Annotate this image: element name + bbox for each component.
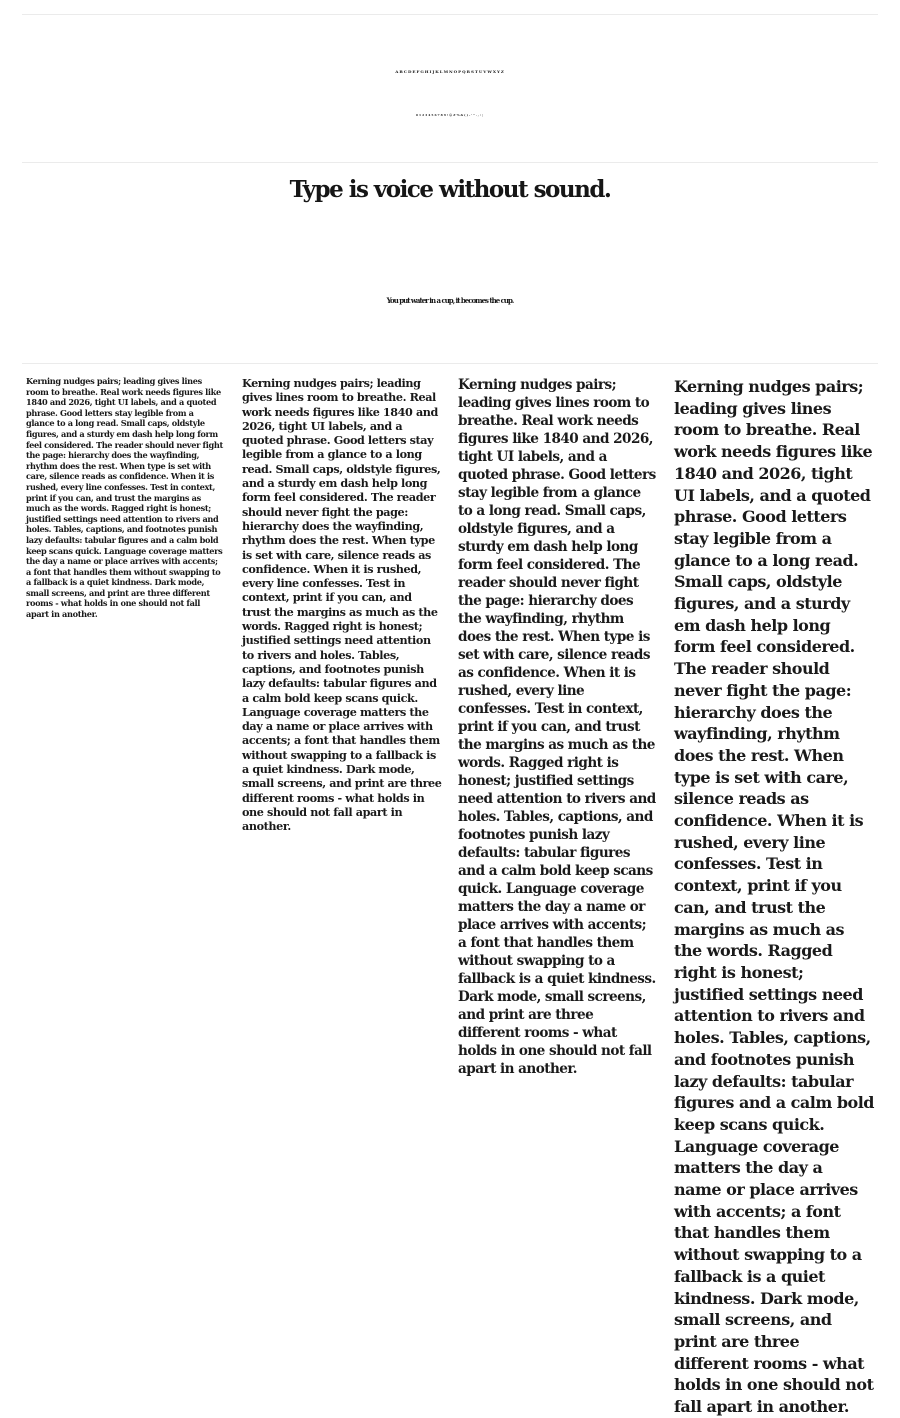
display-divider [22,363,878,364]
glyph-row-figures-punctuation: 0123456789!@#%&()-'".,:; [415,113,485,117]
text-specimen-medium: Kerning nudges pairs; leading gives lines room to breathe. Real work needs figures like 1840 and 2026, tight UI labels, and a quoted phrase. Good letters stay legible from a glance to a long read. Small caps, oldstyle figures, and a sturdy em dash help long form feel considered. The reader should never fight the page: hierarchy does the wayfinding, rhythm does the rest. When type is set with care, silence reads as confidence. When it is rushed, every line confesses. Test in context, print if you can, and trust the margins as much as the words. Ragged right is honest; justified settings need attention to rivers and holes. Tables, captions, and footnotes punish lazy defaults: tabular figures and a calm bold keep scans quick. Language coverage matters the day a name or place arrives with accents; a font that handles them without swapping to a fallback is a quiet kindness. Dark mode, small screens, and print are three different rooms - what holds in one should not fall apart in another. [458,377,656,1077]
glyph-divider [22,162,878,163]
glyph-row-uppercase: ABCDEFGHIJKLMNOPQRSTUVWXYZ [395,69,505,74]
text-specimen-small: Kerning nudges pairs; leading gives lines room to breathe. Real work needs figures like 1840 and 2026, tight UI labels, and a quoted phrase. Good letters stay legible from a glance to a long read. Small caps, oldstyle figures, and a sturdy em dash help long form feel considered. The reader should never fight the page: hierarchy does the wayfinding, rhythm does the rest. When type is set with care, silence reads as confidence. When it is rushed, every line confesses. Test in context, print if you can, and trust the margins as much as the words. Ragged right is honest; justified settings need attention to rivers and holes. Tables, captions, and footnotes punish lazy defaults: tabular figures and a calm bold keep scans quick. Language coverage matters the day a name or place arrives with accents; a font that handles them without swapping to a fallback is a quiet kindness. Dark mode, small screens, and print are three different rooms - what holds in one should not fall apart in another. [242,376,442,834]
text-specimen-xsmall: Kerning nudges pairs; leading gives lines room to breathe. Real work needs figures like 1840 and 2026, tight UI labels, and a quoted phrase. Good letters stay legible from a glance to a long read. Small caps, oldstyle figures, and a sturdy em dash help long form feel considered. The reader should never fight the page: hierarchy does the wayfinding, rhythm does the rest. When type is set with care, silence reads as confidence. When it is rushed, every line confesses. Test in context, print if you can, and trust the margins as much as the words. Ragged right is honest; justified settings need attention to rivers and holes. Tables, captions, and footnotes punish lazy defaults: tabular figures and a calm bold keep scans quick. Language coverage matters the day a name or place arrives with accents; a font that handles them without swapping to a fallback is a quiet kindness. Dark mode, small screens, and print are three different rooms - what holds in one should not fall apart in another. [26,376,223,620]
display-line-large: Type is voice without sound. [289,176,611,203]
top-divider [22,14,878,15]
display-line-large-secondary: You put water in a cup, it becomes the cup. [386,296,514,305]
text-specimen-large: Kerning nudges pairs; leading gives lines room to breathe. Real work needs figures like 1840 and 2026, tight UI labels, and a quoted phrase. Good letters stay legible from a glance to a long read. Small caps, oldstyle figures, and a sturdy em dash help long form feel considered. The reader should never fight the page: hierarchy does the wayfinding, rhythm does the rest. When type is set with care, silence reads as confidence. When it is rushed, every line confesses. Test in context, print if you can, and trust the margins as much as the words. Ragged right is honest; justified settings need attention to rivers and holes. Tables, captions, and footnotes punish lazy defaults: tabular figures and a calm bold keep scans quick. Language coverage matters the day a name or place arrives with accents; a font that handles them without swapping to a fallback is a quiet kindness. Dark mode, small screens, and print are three different rooms - what holds in one should not fall apart in another. [674,377,874,1417]
